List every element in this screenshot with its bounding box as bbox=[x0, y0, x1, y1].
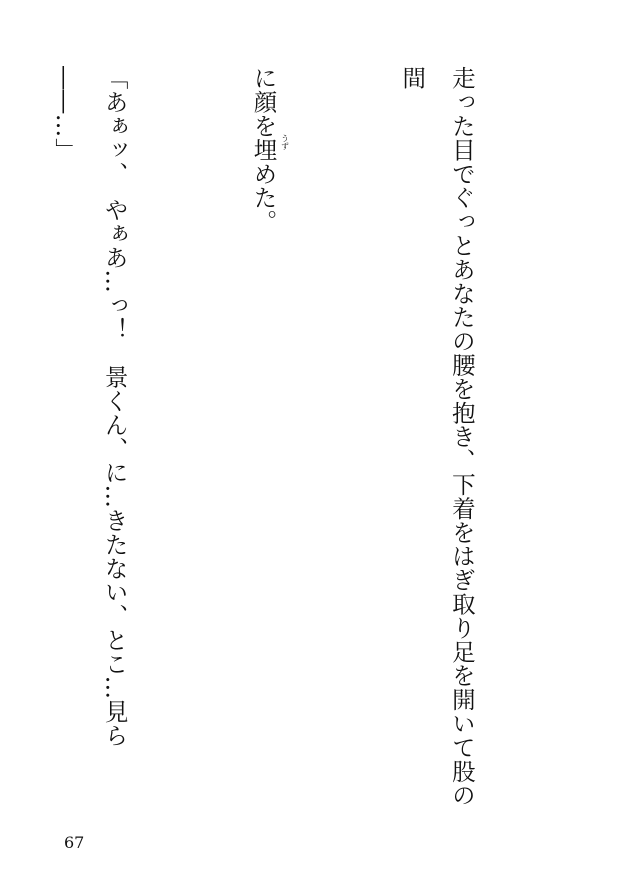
text-line-1: 走った目でぐっとあなたの腰を抱き、下着をはぎ取り足を開いて股の間 bbox=[398, 66, 476, 807]
ruby-base: 埋 bbox=[249, 137, 278, 162]
ruby-reading: うず bbox=[280, 133, 290, 150]
text-line-3: 「あぁッ、 やぁあ…っ！ 景くん、に…きたない、とこ…見ら――…」 bbox=[51, 66, 129, 748]
vertical-text-body bbox=[0, 66, 585, 826]
text-line-2-start: に顔を bbox=[249, 66, 278, 138]
ruby-group bbox=[249, 133, 290, 162]
text-line-2-end: めた。 bbox=[249, 161, 278, 234]
text-line-2 bbox=[238, 66, 288, 826]
page-number: 67 bbox=[64, 833, 85, 852]
